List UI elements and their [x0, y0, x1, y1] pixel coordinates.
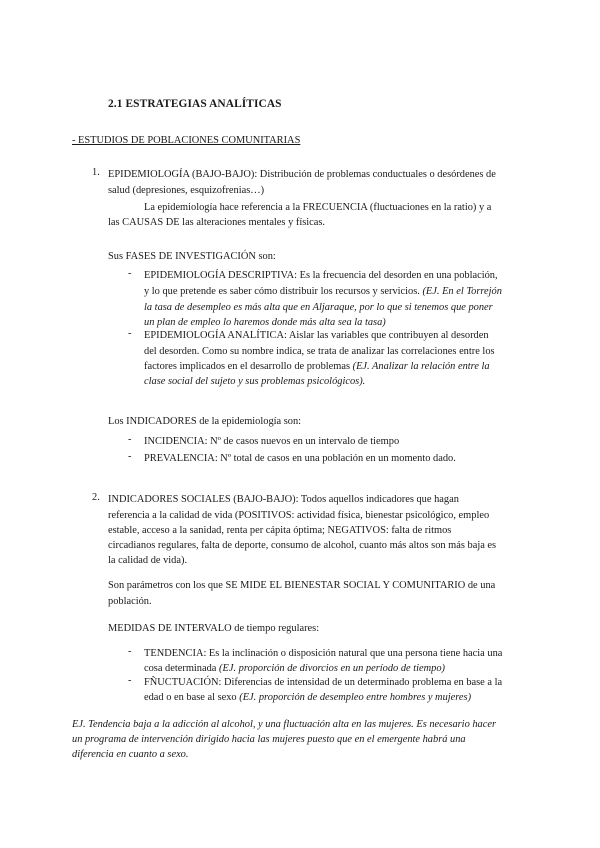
item1-line2: salud (depresiones, esquizofrenias…) [108, 185, 265, 196]
example-line3: diferencia en cuanto a sexo. [72, 749, 189, 760]
example-line2: un programa de intervención dirigido hacia las mujeres puesto que en el emergente habrá una [72, 734, 466, 745]
phase1-line2: y lo que pretende es saber cómo distribuir los recursos y servicios. (EJ. En el Torrejón [144, 286, 502, 297]
item1-paragraph-line1: La epidemiología hace referencia a la FRECUENCIA (fluctuaciones en la ratio) y a [144, 202, 492, 213]
item2-line1: INDICADORES SOCIALES (BAJO-BAJO): Todos aquellos indicadores que hagan [108, 494, 459, 505]
subsection-title: - ESTUDIOS DE POBLACIONES COMUNITARIAS [72, 135, 301, 146]
item1-line1: EPIDEMIOLOGÍA (BAJO-BAJO): Distribución de problemas conductuales o desórdenes de [108, 169, 496, 180]
item2-line4: circadianos regulares, falta de deporte, consumo de alcohol, cuanto más altos son más baja es [108, 540, 497, 551]
item1-paragraph-line2: las CAUSAS DE las alteraciones mentales y físicas. [108, 217, 326, 228]
item2-line2: referencia a la calidad de vida (POSITIVOS: actividad física, bienestar psicológico, empleo [108, 510, 490, 521]
list-dash: - [128, 451, 132, 462]
measure1-line2: cosa determinada (EJ. proporción de divorcios en un período de tiempo) [144, 663, 445, 674]
phase1-line4: un plan de empleo lo haremos donde más alta sea la tasa) [144, 317, 386, 328]
phase1-line1: EPIDEMIOLOGÍA DESCRIPTIVA: Es la frecuencia del desorden en una población, [144, 270, 498, 281]
measure2-line1: FÑUCTUACIÓN: Diferencias de intensidad de un determinado problema en base a la [144, 677, 503, 688]
list-dash: - [128, 646, 132, 657]
indicator-prevalencia: PREVALENCIA: Nº total de casos en una población en un momento dado. [144, 453, 456, 464]
list-dash: - [128, 675, 132, 686]
indicators-title: Los INDICADORES de la epidemiología son: [108, 416, 302, 427]
phases-title: Sus FASES DE INVESTIGACIÓN son: [108, 251, 276, 262]
example-line1: EJ. Tendencia baja a la adicción al alcohol, y una fluctuación alta en las mujeres. Es necesario hacer [72, 719, 497, 730]
phase2-line2: del desorden. Como su nombre indica, se trata de analizar las correlaciones entre los [144, 346, 495, 357]
phase2-line1: EPIDEMIOLOGÍA ANALÍTICA: Aislar las variables que contribuyen al desorden [144, 330, 489, 341]
phase1-line3: la tasa de desempleo es más alta que en Aljaraque, por lo que si tenemos que poner [144, 302, 493, 313]
indicator-incidencia: INCIDENCIA: Nº de casos nuevos en un intervalo de tiempo [144, 436, 400, 447]
phase2-line3: factores implicados en el desarrollo de problemas (EJ. Analizar la relación entre la [144, 361, 490, 372]
phase2-line4: clase social del sujeto y sus problemas psicológicos). [144, 376, 366, 387]
list-dash: - [128, 434, 132, 445]
measure2-line2: edad o en base al sexo (EJ. proporción de desempleo entre hombres y mujeres) [144, 692, 472, 703]
list-dash: - [128, 328, 132, 339]
measures-title: MEDIDAS DE INTERVALO de tiempo regulares: [108, 623, 320, 634]
params-line2: población. [108, 596, 152, 607]
section-title: 2.1 ESTRATEGIAS ANALÍTICAS [108, 98, 282, 110]
list-number-2: 2. [92, 492, 100, 503]
measure1-line1: TENDENCIA: Es la inclinación o disposición natural que una persona tiene hacia una [144, 648, 503, 659]
params-line1: Son parámetros con los que SE MIDE EL BIENESTAR SOCIAL Y COMUNITARIO de una [108, 580, 496, 591]
item2-line3: estable, acceso a la sanidad, renta per cápita óptima; NEGATIVOS: falta de ritmos [108, 525, 452, 536]
list-number-1: 1. [92, 167, 100, 178]
list-dash: - [128, 268, 132, 279]
item2-line5: la calidad de vida). [108, 555, 188, 566]
